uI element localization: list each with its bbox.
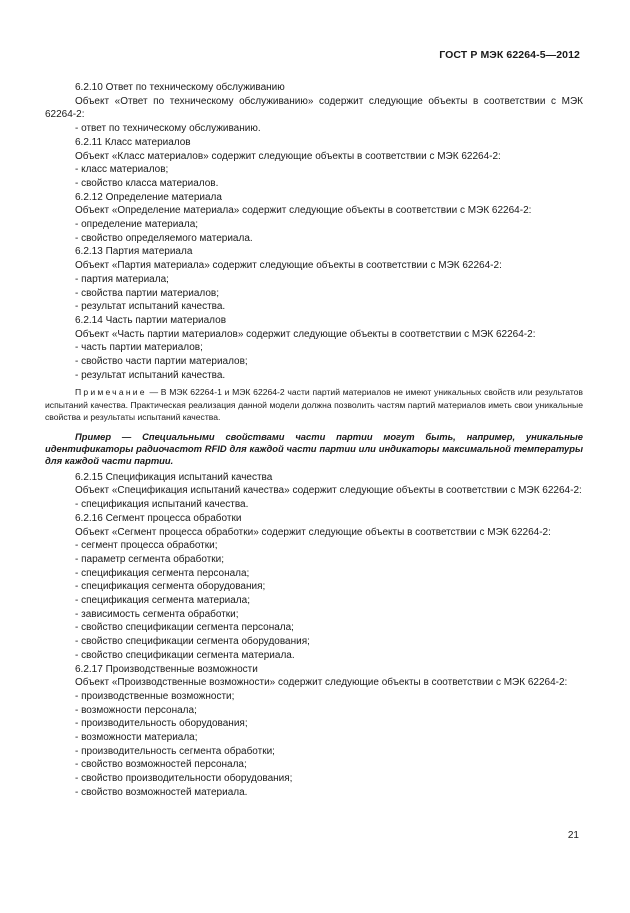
paragraph: Объект «Ответ по техническому обслуживанию» содержит следующие объекты в соответствии с МЭК 62264-2: xyxy=(45,95,583,121)
list-item: - свойство спецификации сегмента оборудования; xyxy=(75,636,310,648)
list-item: - свойство части партии материалов; xyxy=(75,356,248,368)
list-item: - производственные возможности; xyxy=(75,690,235,702)
list-item: - свойство спецификации сегмента персонала; xyxy=(75,622,294,634)
section-heading: 6.2.14 Часть партии материалов xyxy=(75,314,227,326)
list-item: - партия материала; xyxy=(75,273,169,285)
list-item: - результат испытаний качества. xyxy=(75,301,226,313)
section-heading: 6.2.12 Определение материала xyxy=(75,191,222,203)
list-item: - свойства партии материалов; xyxy=(75,287,219,299)
section-heading: 6.2.10 Ответ по техническому обслуживанию xyxy=(75,82,285,93)
paragraph: Объект «Производственные возможности» содержит следующие объекты в соответствии с МЭК 62264-2: xyxy=(75,677,568,689)
section-heading: 6.2.17 Производственные возможности xyxy=(75,663,258,675)
document-body xyxy=(45,81,583,800)
list-item: - производительность сегмента обработки; xyxy=(75,745,275,757)
note-text: — В МЭК 62264-1 и МЭК 62264-2 части партий материалов не имеют уникальных свойств или результатов испытаний качества. Практическая реализация данной модели должна позволить частям партий материалов иметь свои уникальные свойства и результаты испытаний качества. xyxy=(45,387,583,422)
list-item: - свойство класса материалов. xyxy=(75,177,219,189)
paragraph: Объект «Класс материалов» содержит следующие объекты в соответствии с МЭК 62264-2: xyxy=(75,150,501,162)
list-item: - часть партии материалов; xyxy=(75,342,203,354)
paragraph: Объект «Часть партии материалов» содержит следующие объекты в соответствии с МЭК 62264-2: xyxy=(75,328,536,340)
list-item: - результат испытаний качества. xyxy=(75,369,226,381)
section-heading: 6.2.16 Сегмент процесса обработки xyxy=(75,512,242,524)
note-label: Примечание xyxy=(75,387,147,398)
paragraph: Объект «Сегмент процесса обработки» содержит следующие объекты в соответствии с МЭК 62264-2: xyxy=(75,526,551,538)
paragraph: Объект «Партия материала» содержит следующие объекты в соответствии с МЭК 62264-2: xyxy=(75,260,502,272)
list-item: - класс материалов; xyxy=(75,164,169,176)
paragraph: Объект «Спецификация испытаний качества» содержит следующие объекты в соответствии с МЭК 62264-2: xyxy=(75,485,582,497)
list-item: - зависимость сегмента обработки; xyxy=(75,608,239,620)
document-header: ГОСТ Р МЭК 62264-5—2012 xyxy=(439,49,580,61)
list-item: - сегмент процесса обработки; xyxy=(75,540,218,552)
page-number: 21 xyxy=(567,830,579,841)
section-heading: 6.2.11 Класс материалов xyxy=(75,136,191,148)
list-item: - спецификация испытаний качества. xyxy=(75,499,249,511)
list-item: - свойство спецификации сегмента материала. xyxy=(75,649,295,661)
list-item: - свойство определяемого материала. xyxy=(75,232,253,244)
section-heading: 6.2.13 Партия материала xyxy=(75,246,193,258)
list-item: - спецификация сегмента материала; xyxy=(75,595,250,607)
list-item: - свойство возможностей персонала; xyxy=(75,759,247,771)
section-heading: 6.2.15 Спецификация испытаний качества xyxy=(75,471,273,483)
list-item: - ответ по техническому обслуживанию. xyxy=(75,123,261,135)
list-item: - спецификация сегмента персонала; xyxy=(75,567,250,579)
note-paragraph xyxy=(45,386,583,423)
list-item: - спецификация сегмента оборудования; xyxy=(75,581,266,593)
list-item: - определение материала; xyxy=(75,219,199,231)
list-item: - возможности персонала; xyxy=(75,704,197,716)
example-paragraph: Пример — Специальными свойствами части партии могут быть, например, уникальные идентификаторы радиочастот RFID для каждой части партии или индикаторы максимальной температуры для каждой части партии. xyxy=(45,431,583,467)
list-item: - параметр сегмента обработки; xyxy=(75,553,225,565)
list-item: - возможности материала; xyxy=(75,732,198,744)
list-item: - производительность оборудования; xyxy=(75,718,248,730)
list-item: - свойство производительности оборудования; xyxy=(75,773,293,785)
paragraph: Объект «Определение материала» содержит следующие объекты в соответствии с МЭК 62264-2: xyxy=(75,205,532,217)
list-item: - свойство возможностей материала. xyxy=(75,786,248,798)
